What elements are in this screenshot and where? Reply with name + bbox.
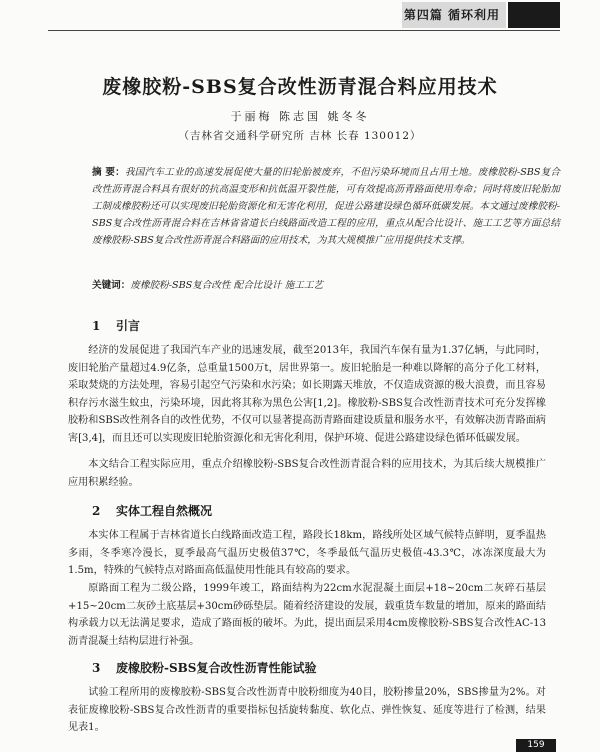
abstract-text: 我国汽车工业的高速发展促使大量的旧轮胎被废弃，不但污染环境而且占用土地。废橡胶粉-SBS复合改性沥青混合料具有很好的抗高温变形和抗低温开裂性能，可有效提高沥青路面使用寿命；同时将废旧轮胎加工制成橡胶粉还可以实现废旧轮胎资源化和无害化利用，促进公路建设绿色循环低碳发展。本文通过废橡胶粉-SBS复合改性沥青混合料在吉林省省道长白线路面改造工程的应用，重点从配合比设计、施工工艺等方面总结废橡胶粉-SBS复合改性沥青混合料路面的应用技术，为其大规模推广应用提供技术支撑。	[92, 167, 560, 246]
header-section-label: 第四篇 循环利用	[403, 8, 500, 22]
section-number: 1	[92, 319, 101, 333]
header-rule	[48, 30, 560, 31]
section-title: 引言	[116, 319, 141, 333]
section-title: 废橡胶粉-SBS复合改性沥青性能试验	[116, 661, 317, 675]
abstract	[92, 164, 560, 249]
section-number: 2	[92, 504, 101, 518]
header-black-bar	[508, 2, 560, 28]
section-title: 实体工程自然概况	[116, 504, 213, 518]
paragraph: 本实体工程属于吉林省道长白线路面改造工程，路段长18km，路线所处区域气候特点鲜明，夏季温热多雨，冬季寒冷漫长，夏季最高气温历史极值37℃，冬季最低气温历史极值-43.3℃，冰冻深度最大为1.5m，特殊的气候特点对路面高低温使用性能具有较高的要求。	[68, 530, 546, 576]
section-1-heading	[92, 317, 140, 334]
paragraph: 本文结合工程实际应用，重点介绍橡胶粉-SBS复合改性沥青混合料的应用技术，为其后续大规模推广应用积累经验。	[68, 459, 546, 488]
page-number: 159	[516, 739, 556, 752]
abstract-label: 摘 要：	[92, 167, 125, 178]
paragraph: 经济的发展促进了我国汽车产业的迅速发展，截至2013年，我国汽车保有量为1.37亿辆，与此同时，废旧轮胎产量超过4.9亿条，总重量1500万t，居世界第一。废旧轮胎是一种难以降解的高分子化工材料，采取焚烧的方法处理，容易引起空气污染和水污染；如长期露天堆放，不仅造成资源的极大浪费，而且容易积存污水滋生蚊虫，污染环境，因此将其称为黑色公害[1,2]。橡胶粉-SBS复合改性沥青技术可充分发挥橡胶粉和SBS改性剂各自的改性优势，不仅可以显著提高沥青路面建设质量和服务水平，有效解决沥青路面病害[3,4]，而且还可以实现废旧轮胎资源化和无害化利用，保护环境、促进公路建设绿色循环低碳发展。	[68, 345, 546, 444]
section-3-heading	[92, 659, 316, 676]
keywords-label: 关键词：	[92, 280, 131, 291]
paragraph: 试验工程所用的废橡胶粉-SBS复合改性沥青中胶粉细度为40目，胶粉掺量20%，SBS掺量为2%。对表征废橡胶粉-SBS复合改性沥青的重要指标包括旋转黏度、软化点、弹性恢复、延度等进行了检测，结果见表1。	[68, 687, 546, 733]
section-number: 3	[92, 661, 101, 675]
authors: 于丽梅 陈志国 姚冬冬	[230, 110, 370, 123]
keywords	[92, 277, 560, 291]
paragraph: 原路面工程为二级公路，1999年竣工，路面结构为22cm水泥混凝土面层+18~20cm二灰碎石基层+15~20cm二灰砂土底基层+30cm砂砾垫层。随着经济建设的发展，载重货车数量的增加，原来的路面结构承载力以无法满足要求，造成了路面板的破坏。为此，提出面层采用4cm废橡胶粉-SBS复合改性AC-13沥青混凝土结构层进行补强。	[68, 583, 546, 647]
keywords-text: 废橡胶粉-SBS复合改性 配合比设计 施工工艺	[130, 280, 324, 291]
article-title: 废橡胶粉-SBS复合改性沥青混合料应用技术	[102, 76, 498, 98]
affiliation: （吉林省交通科学研究所 吉林 长春 130012）	[178, 130, 422, 142]
section-2-heading	[92, 502, 212, 519]
